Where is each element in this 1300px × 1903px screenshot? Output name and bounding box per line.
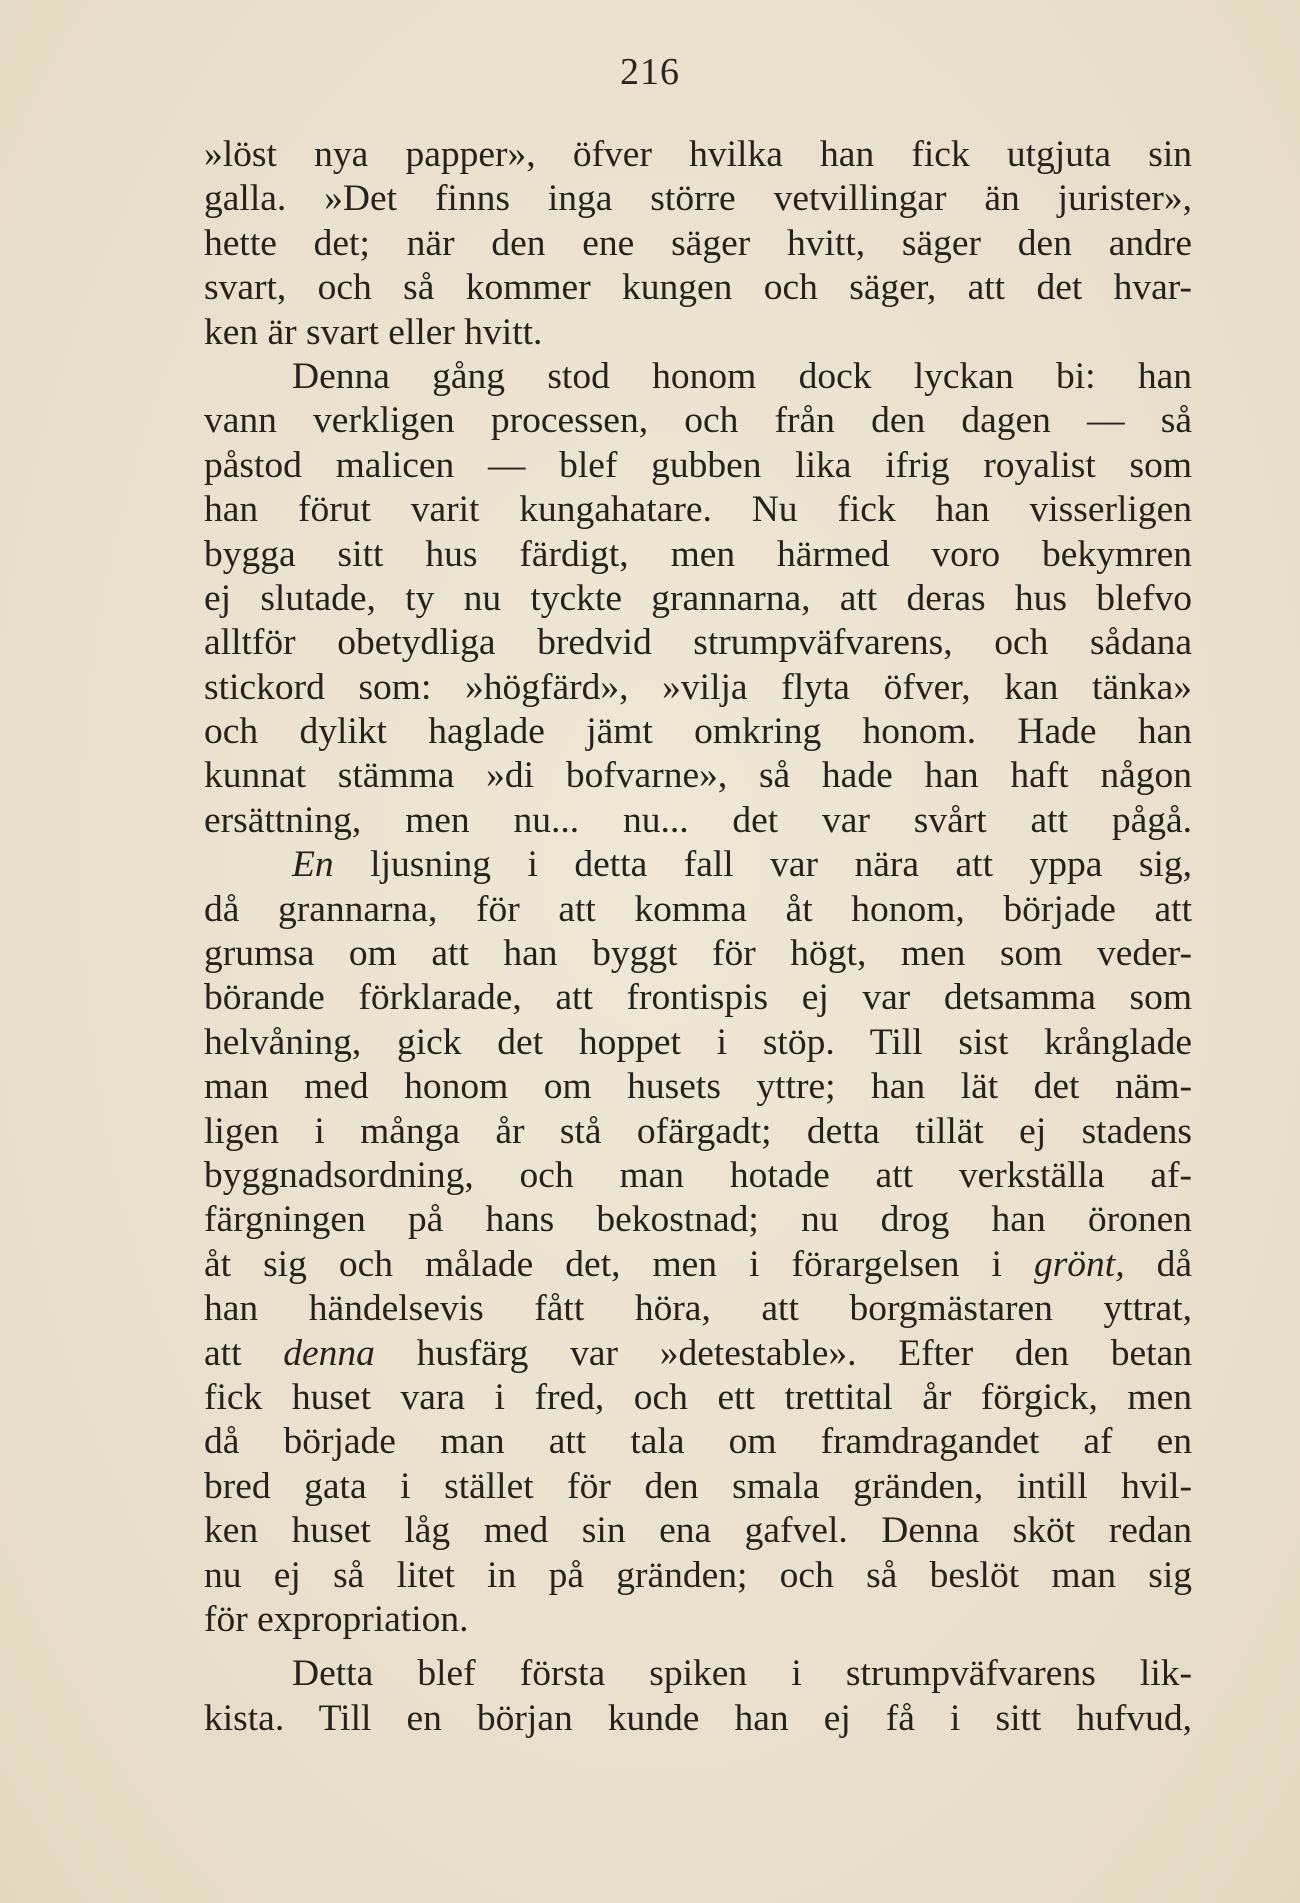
text-line <box>204 399 1192 443</box>
line-text: då <box>1124 1243 1192 1285</box>
line-text: ersättning, men nu... nu... det var svårt att pågå. <box>204 799 1192 841</box>
line-text: och dylikt haglade jämt omkring honom. Hade han <box>204 711 1192 753</box>
line-text: bygga sitt hus färdigt, men härmed voro bekymren <box>204 533 1192 575</box>
text-line <box>204 1198 1192 1242</box>
line-text: man med honom om husets yttre; han lät det näm- <box>204 1066 1192 1108</box>
text-line <box>204 311 1192 355</box>
line-text: ligen i många år stå ofärgadt; detta tillät ej stadens <box>204 1110 1192 1152</box>
text-line <box>204 488 1192 532</box>
text-line <box>204 1287 1192 1331</box>
text-line <box>204 621 1192 665</box>
line-text: åt sig och målade det, men i förargelsen i <box>204 1243 1034 1285</box>
line-text: vann verkligen processen, och från den dagen — så <box>204 400 1192 442</box>
text-line <box>204 133 1192 177</box>
line-text: kunnat stämma »di bofvarne», så hade han haft någon <box>204 755 1192 797</box>
line-text: då började man att tala om framdragandet af en <box>204 1421 1192 1463</box>
line-text: ej slutade, ty nu tyckte grannarna, att deras hus blefvo <box>204 577 1192 619</box>
line-text: att <box>204 1332 284 1374</box>
text-line <box>204 1065 1192 1109</box>
line-text: Detta blef första spiken i strumpväfvarens lik- <box>292 1653 1192 1695</box>
paragraph-gap <box>204 1642 1192 1652</box>
body-text <box>204 133 1192 1741</box>
text-line <box>204 1332 1192 1376</box>
line-text: ken huset låg med sin ena gafvel. Denna sköt redan <box>204 1510 1192 1552</box>
text-line <box>204 1697 1192 1741</box>
text-line <box>204 976 1192 1020</box>
line-text: husfärg var »detestable». Efter den betan <box>374 1332 1192 1374</box>
line-text: kista. Till en början kunde han ej få i sitt hufvud, <box>204 1697 1192 1739</box>
page-number: 216 <box>620 51 680 93</box>
line-text: ljusning i detta fall var nära att yppa sig, <box>333 844 1192 886</box>
text-line <box>204 1243 1192 1287</box>
text-line <box>204 266 1192 310</box>
line-text: galla. »Det finns inga större vetvillingar än jurister», <box>204 178 1192 220</box>
text-line <box>204 1021 1192 1065</box>
text-line <box>204 888 1192 932</box>
text-line <box>204 1376 1192 1420</box>
line-text: han händelsevis fått höra, att borgmästaren yttrat, <box>204 1288 1192 1330</box>
text-line <box>204 355 1192 399</box>
line-text: alltför obetydliga bredvid strumpväfvarens, och sådana <box>204 622 1192 664</box>
text-line <box>204 799 1192 843</box>
text-line <box>204 533 1192 577</box>
line-text: bred gata i stället för den smala gränden, intill hvil- <box>204 1465 1192 1507</box>
line-text: då grannarna, för att komma åt honom, började att <box>204 888 1192 930</box>
text-line <box>204 843 1192 887</box>
italic-text: denna <box>283 1332 375 1374</box>
text-line <box>204 177 1192 221</box>
line-text: fick huset vara i fred, och ett trettital år förgick, men <box>204 1376 1192 1418</box>
line-text: svart, och så kommer kungen och säger, att det hvar- <box>204 267 1192 309</box>
line-text: Denna gång stod honom dock lyckan bi: han <box>292 355 1192 397</box>
text-line <box>204 1420 1192 1464</box>
text-line <box>204 754 1192 798</box>
line-text: grumsa om att han byggt för högt, men som veder- <box>204 933 1192 975</box>
text-line <box>204 1110 1192 1154</box>
text-line <box>204 1154 1192 1198</box>
line-text: helvåning, gick det hoppet i stöp. Till sist krånglade <box>204 1021 1192 1063</box>
italic-text: grönt, <box>1033 1243 1125 1285</box>
line-text: för expropriation. <box>204 1598 469 1640</box>
text-line <box>204 577 1192 621</box>
text-line <box>204 444 1192 488</box>
line-text: byggnadsordning, och man hotade att verkställa af- <box>204 1154 1192 1196</box>
text-line <box>204 1652 1192 1696</box>
text-line <box>204 932 1192 976</box>
text-line <box>204 1598 1192 1642</box>
text-line <box>204 1509 1192 1553</box>
line-text: färgningen på hans bekostnad; nu drog han öronen <box>204 1199 1192 1241</box>
line-text: hette det; när den ene säger hvitt, säger den andre <box>204 222 1192 264</box>
text-line <box>204 1554 1192 1598</box>
text-line <box>204 222 1192 266</box>
text-line <box>204 1465 1192 1509</box>
line-text: påstod malicen — blef gubben lika ifrig royalist som <box>204 444 1192 486</box>
line-text: ken är svart eller hvitt. <box>204 311 543 353</box>
line-text: stickord som: »högfärd», »vilja flyta öfver, kan tänka» <box>204 666 1192 708</box>
text-line <box>204 666 1192 710</box>
italic-text: En <box>292 844 334 886</box>
text-line <box>204 710 1192 754</box>
line-text: börande förklarade, att frontispis ej var detsamma som <box>204 977 1192 1019</box>
line-text: nu ej så litet in på gränden; och så beslöt man sig <box>204 1554 1192 1596</box>
line-text: »löst nya papper», öfver hvilka han fick utgjuta sin <box>204 134 1192 175</box>
line-text: han förut varit kungahatare. Nu fick han visserligen <box>204 489 1192 531</box>
